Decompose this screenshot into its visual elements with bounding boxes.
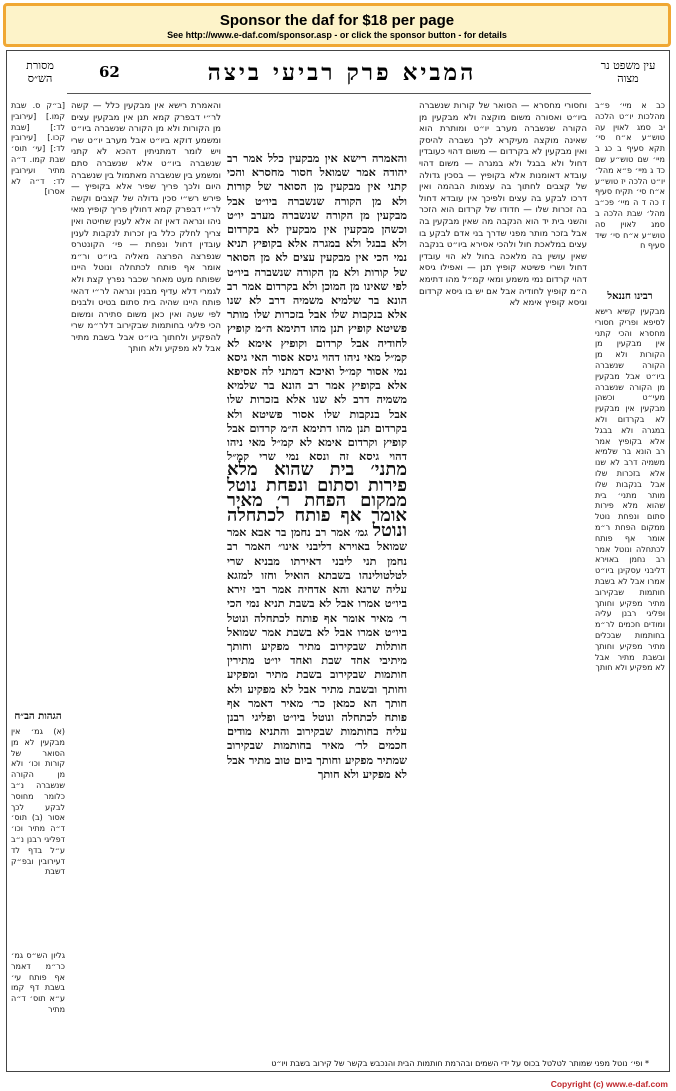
sponsor-subline[interactable]: See http://www.e-daf.com/sponsor.asp - or click the sponsor button - for details — [167, 30, 507, 40]
mesoret-hashas-column: [ב״ק ס. שבת קמו.] [עירובין לד:] [שבת קכו.] [עירובין לד:] [עי׳ תוס׳ שבת קמו. ד״ה מתיר ועירובין לד: ד״ה לא אסרו] — [11, 101, 65, 197]
gemara-text-2: גמ׳ אמר רב נחמן בר אבא אמר שמואל באוירא דליבני אינו״ האמר רב נחמן תני ליבני דאירתו מבניא שרי לטלטולינהו בשבתא הואיל וחזו למזגא עליה שרגא והא אדחיה אמר רבי זירא ביו״ט אמרו אבל לא בשבת תניא נמי הכי ר׳ מאיר אומר אף פותח לכתחלה ונוטל ביו״ט אמרו אבל לא בשבת אמר שמואל חותלות שבקירוב מתיר מפקיע וחותך מיתיבי אחד שבת ואחד יו״ט מתירין חותמות שבקירוב בשבת מתיר ומפקיע וחותך ובשבת מתיר אבל לא מפקיע ולא חותך הא כמאן כר׳ מאיר דאמר אף פותח לכתחלה ונוטל ביו״ט ופליגי רבנן עליה בחותמות שבקירוב והתניא מודים חכמים לר׳ מאיר בחותמות שבקירוב שמתיר מפקיע וחותך ביום טוב מתיר אבל לא מפקיע ולא חותך — [227, 525, 407, 781]
page-header — [7, 55, 669, 95]
header-rule — [67, 93, 591, 94]
gemara-text: והאמרה רישא אין מבקעין כלל אמר רב יהודה אמר שמואל חסור מחסרא והכי קתני אין מבקעין מן הסואר של קורות ולא מן הקורה שנשברה ביו״ט אבל מבקעין מן הקורה שנשברה מערב יו״ט וכשהן מבקעין אין מבקעין לא בקרדום ולא בבגל ולא במגרה אלא בקופיץ תניא נמי הכי אין מבקעין עצים לא מן הסואר של קורות ולא מן הקורה שנשברה ביו״ט לפי שאינו מן המוכן ולא בקרדום אמר רב הונא בר שלמיא משמיה דרב לא שנו אלא בנקבות שלו אבל בזכרות שלו מותר פשיטא קופיץ תנן מהו דתימא ה״מ קופיץ לחודיה אבל קרדום וקופיץ אימא לא קמ״ל מאי ניהו דהוי גיסא אסור האי גיסא נמי אסור קמ״ל ואיכא דמתני לה אסיפא אלא בקופיץ אמר רב הונא בר שלמיא משמיה דרב לא שנו אלא בזכרות שלו אבל בנקבות שלו אסור פשיטא ולא בקרדום תנן מהו דתימא ה״מ קרדום אבל קופיץ וקרדום אימא לא קמ״ל מאי ניהו דהוי גיסא זה ונסא נמי שרי קמ״ל — [227, 151, 407, 464]
sponsor-banner[interactable] — [3, 3, 671, 47]
ein-mishpat-column: כב א מיי׳ פ״ב מהלכות יו״ט הלכה יב סמג לאוין עה טוש״ע א״ח סי׳ תקא סעיף ב כג ב מיי׳ שם טוש״ע שם כד ג מיי׳ פ״א מהל׳ יו״ט הלכה יז טוש״ע א״ח סי׳ תקיח סעיף ז כה ד ה מיי׳ פכ״ב מהל׳ שבת הלכה ב סמג לאוין סה טוש״ע א״ח סי׳ שיד סעיף ח — [595, 101, 665, 251]
sponsor-headline[interactable]: Sponsor the daf for $18 per page — [219, 12, 455, 29]
rabbenu-chananel-column: מבקעין קשיא רישא לסיפא ופריק חסורי מחסרא והכי קתני אין מבקעין מן הקורות ולא מן הקורה שנשברה ביו״ט אבל מבקעין מן הקורה שנשברה מעי״ט וכשהן מבקעין אין מבקעין לא בקרדום ולא במגרה ולא בבגל אלא בקופיץ אמר רב הונא בר שלמיא משמיה דרב לא שנו אלא בזכרות שלו אבל בנקבות שלו מותר מתני׳ בית שהוא מלא פירות סתום ונפחת נוטל ממקום הפחת ר״מ אומר אף פותח לכתחלה ונוטל אמר רב נחמן באוירא דליבני עסקינן ביו״ט אמרו אבל לא בשבת חותמות שבקירוב מתיר מפקיע וחותך ופליגי רבנן עליה ומודים חכמים לר״מ בחותמות שבכלים מתיר מפקיע וחותך ובשבת מתיר אבל לא מפקיע ולא חותך — [595, 307, 665, 673]
mesoret-label: מסורת הש״ס — [26, 59, 54, 85]
mishnah-text: מתני׳ בית שהוא מלא פירות וסתום ונפחת נוטל ממקום הפחת ר׳ מאיר אומר אף פותח לכתחלה ונוטל — [227, 459, 407, 542]
gilyon-hashas-note: גליון הש״ס גמ׳ כר״מ דאמר אף פותח עי׳ בשבת דף קמו ע״א תוס׳ ד״ה מתיר — [11, 951, 65, 1014]
talmud-page — [6, 50, 670, 1072]
page-title: המביא פרק רביעי ביצה — [207, 59, 477, 86]
copyright-notice[interactable]: Copyright (c) www.e-daf.com — [550, 1079, 668, 1089]
haggahot-title: הגהות הב״ח — [14, 711, 62, 722]
rashi-column: וחסורי מחסרא — הסואר של קורות שנשברה ביו״ט ואסורה משום מוקצה ולא מבקעין מן הקורה שנשברה מערב יו״ט ומותרת הוא שאינה מוקצה מעיקרא לכך נשברה להיסק ואין מבקעין לא בקרדום — משום דהוי כעובדין דחול ולא בבגל ולא במגרה — משום דהוי עובדא דאומנות אלא בקופיץ — בסכין גדולה של קצבים לחתוך בה עצמות הבהמה ואין דרכו לבקע בה עצים ולפיכך אין עובדא דחול בה זכרות שלו — חדודו של קרדום הוא הזכר והשני בית יד הוא הנקבה מה שאין מבקעין בה אבל בזכר מותר מפני שדרך בני אדם לבקע בו עצים במלאכת חול ולהכי אסירא ביו״ט בנקבה שאין עושין בה מלאכה בחול לא הוי עובדין דחול ושרי פשיטא קופיץ תנן — ואפילו גיסא דהוי קרדום נמי משמע ומאי קמ״ל מהו דתימא ה״מ קופיץ לחודיה אבל אם יש בו גיסא קרדום וגיסא קופיץ אימא לא — [419, 101, 587, 309]
tosafot-column: והאמרת רישא אין מבקעין כלל — קשה לר״י דבפרק קמא תנן אין מבקעין עצים מן הקורות ולא מן הקורה שנשברה ביו״ט ומשמע דוקא ביו״ט אבל מערב יו״ט שרי ויש לומר דמתניתין דהכא לא קתני שנשברה ביו״ט אלא שנשברה סתם ומשמע בין שנשברה מאתמול בין שנשברה היום ולכך פריך שפיר אלא בקופיץ — פירש רש״י סכין גדולה של קצבים וקשה לר״י דבפרק קמא דחולין פריך קופיץ מאי ניהו ונראה דאין זה אלא לענין שחיטה ואין צריך לחלק כלל בין זכרות לנקבות לענין עובדין דחול ונפחת — פי׳ הקונטרס שנפרצה הפרצה מאליה ביו״ט ור״מ אומר אף פותח לכתחלה ונוטל היינו שפותח מעט מאחר שכבר נפרץ קצת ולא לגמרי דלא עדיף מבנין ונראה לר״י דהאי פותח היינו שהיה בית סתום בטיט ולבנים לפי שעה ואין כאן משום סתירה ומשום הכי פליגי בחותמות שבקירוב דלר״מ שרי להפקיע ולחתוך ביו״ט אבל בשבת מתיר אבל לא מפקיע ולא חותך — [71, 101, 221, 355]
page-footnote: * ופי׳ נוטל מפני שמותר לטלטל בכוס על ידי השמים ובהרמת חותמות הבית והנכבש בקשר של קירוב בשבת ויו״ט — [271, 1059, 649, 1068]
rabbenu-chananel-title: רבינו חננאל — [607, 291, 653, 302]
gemara-column — [227, 151, 407, 951]
haggahot-column: (א) גמ׳ אין מבקעין לא מן הסואר של קורות וכו׳ ולא מן הקורה שנשברה נ״ב כלומר מחוסר לבקע לכך אסור (ב) תוס׳ ד״ה מתיר וכו׳ דפליגי רבנן נ״ב ע״ל בדף לד דעירובין ובפ״ק דשבת — [11, 727, 65, 877]
page-number: 62 — [99, 63, 120, 81]
ein-mishpat-label: עין משפט נר מצוה — [600, 59, 656, 85]
